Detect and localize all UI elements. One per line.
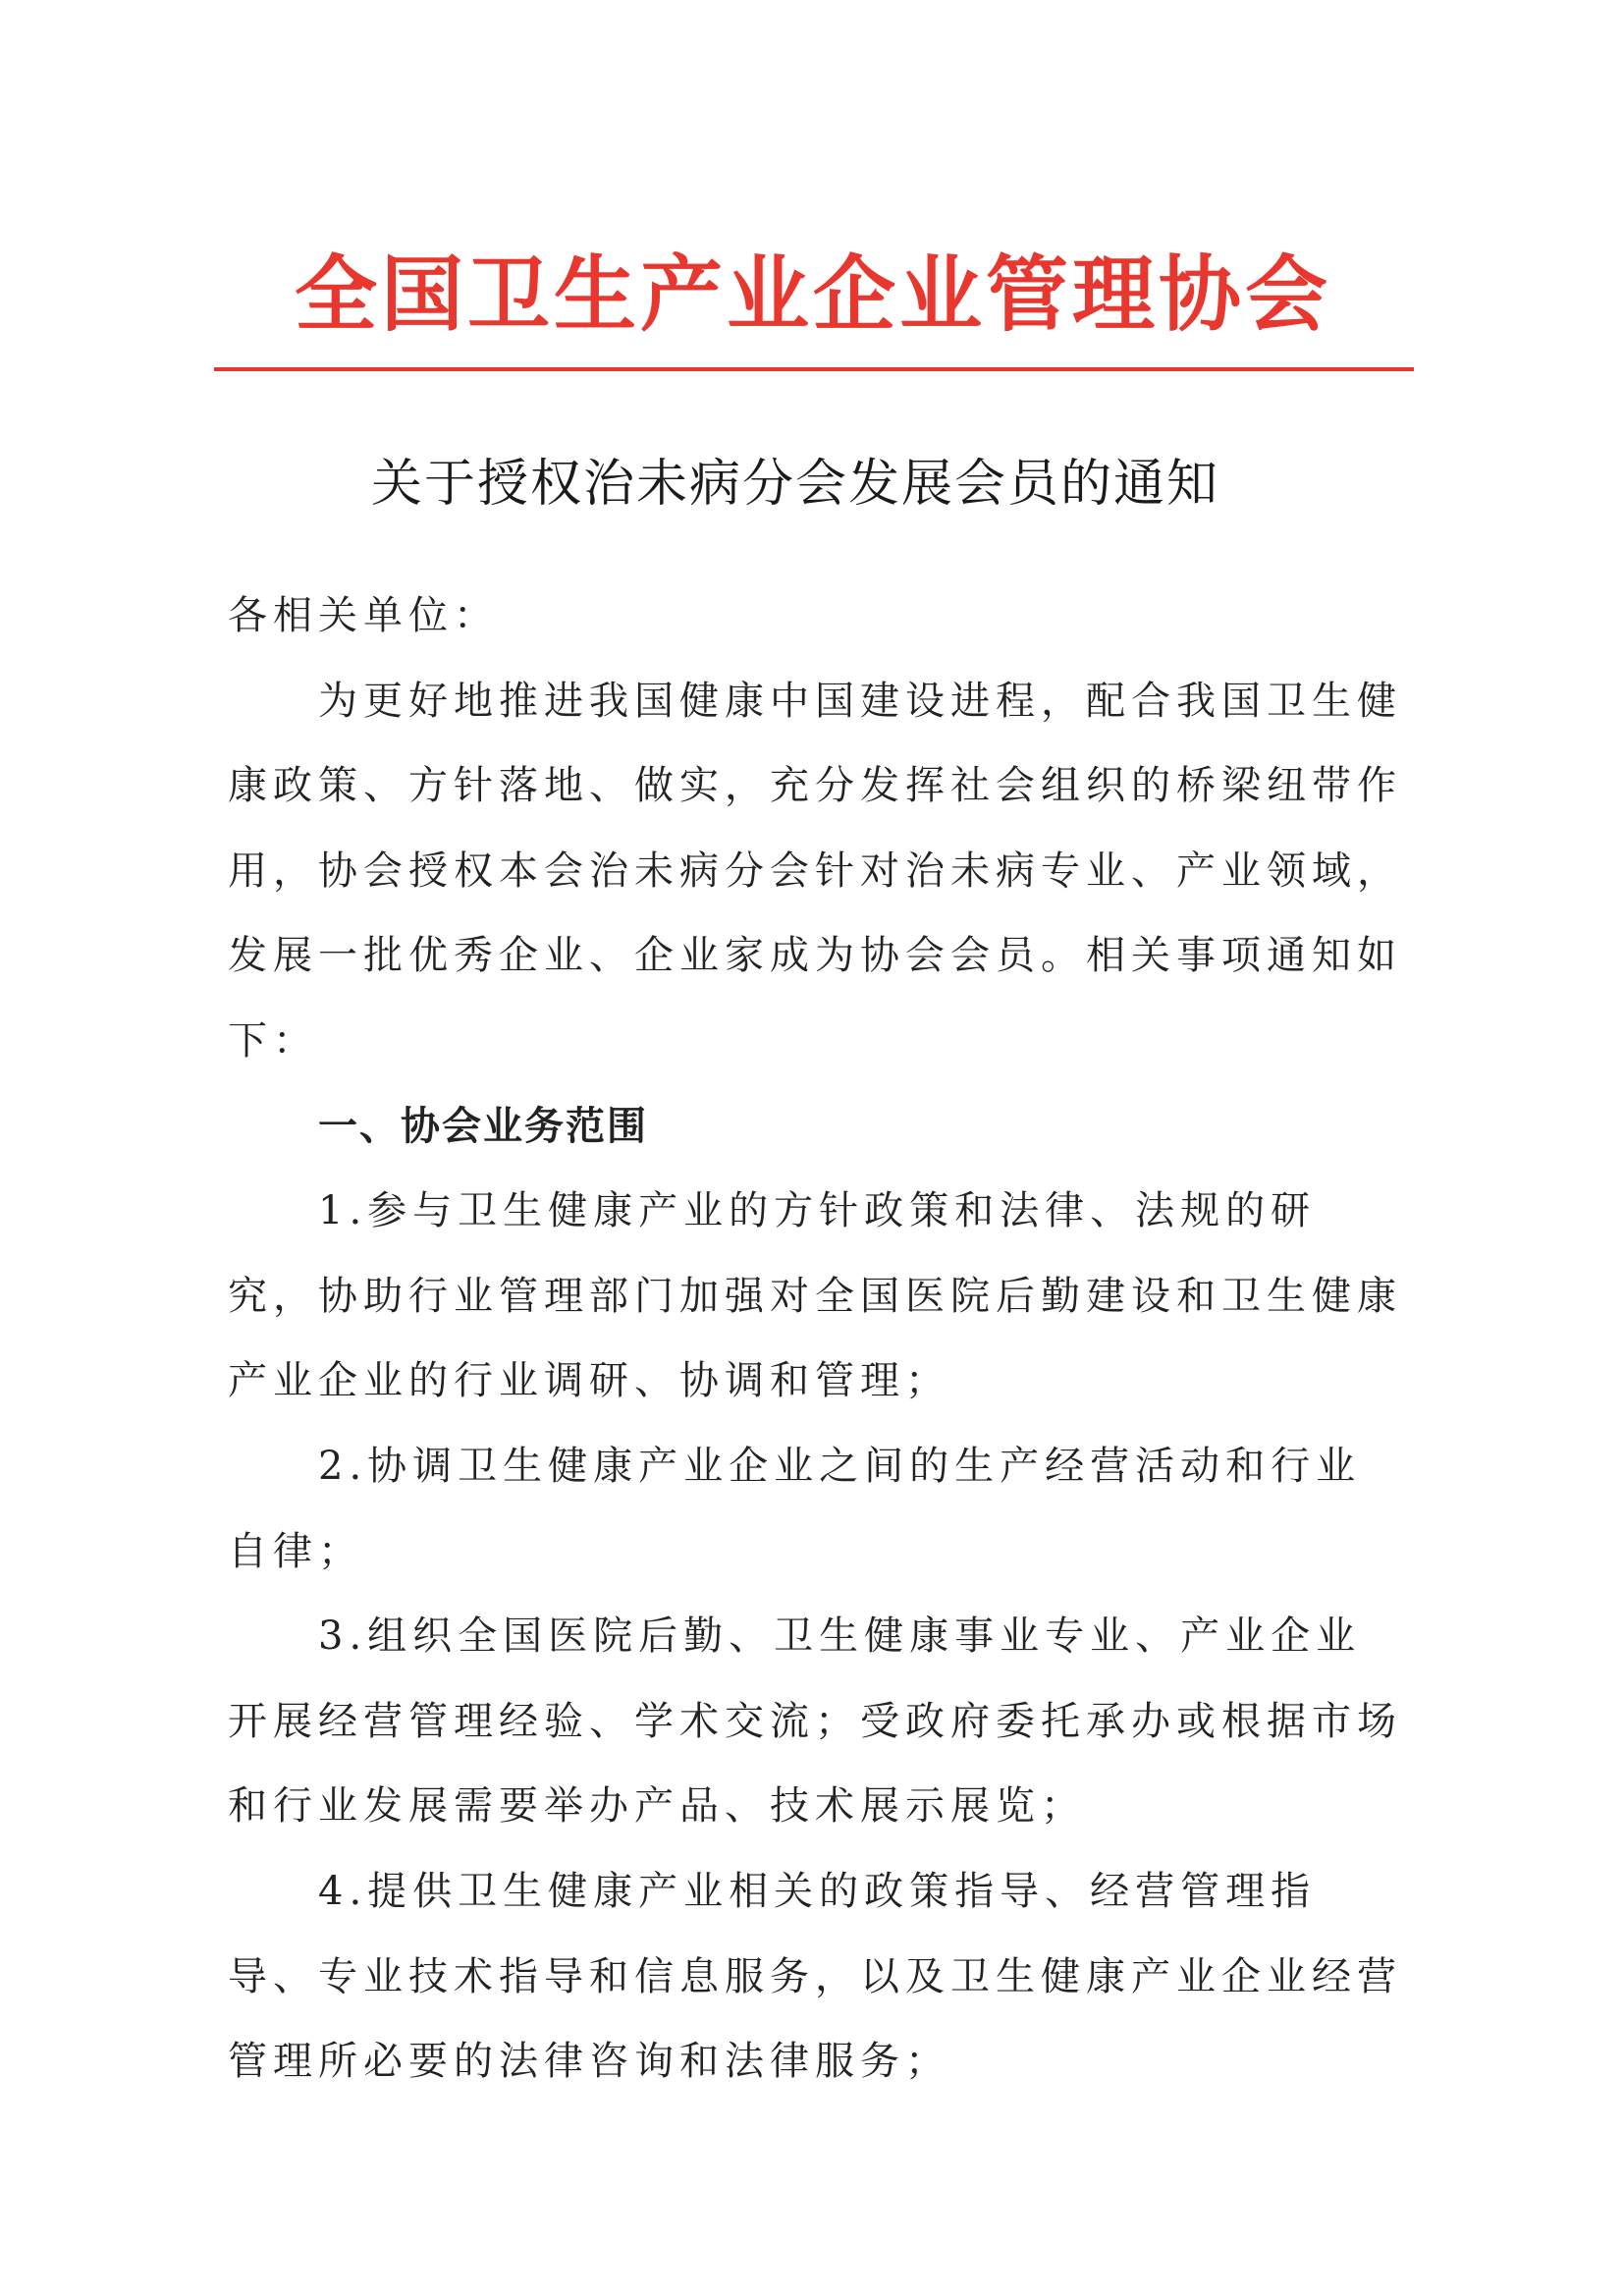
list-item: 2.协调卫生健康产业企业之间的生产经营活动和行业自律； — [228, 1443, 1362, 1574]
letterhead-organization-name: 全国卫生产业企业管理协会 — [294, 246, 1331, 343]
intro-paragraph: 为更好地推进我国健康中国建设进程，配合我国卫生健康政策、方针落地、做实，充分发挥社会组织的桥梁纽带作用，协会授权本会治未病分会针对治未病专业、产业领域，发展一批优秀企业、企业家成为协会会员。相关事项通知如下： — [228, 678, 1402, 1064]
letterhead-red-rule — [214, 367, 1414, 371]
document-body — [228, 574, 1402, 2105]
section-heading-business-scope: 一、协会业务范围 — [318, 1103, 648, 1149]
list-item: 4.提供卫生健康产业相关的政策指导、经营管理指导、专业技术指导和信息服务，以及卫生健康产业企业经营管理所必要的法律咨询和法律服务； — [228, 1868, 1402, 2085]
list-item: 1.参与卫生健康产业的方针政策和法律、法规的研究，协助行业管理部门加强对全国医院后勤建设和卫生健康产业企业的行业调研、协调和管理； — [228, 1188, 1402, 1404]
salutation: 各相关单位： — [228, 593, 499, 638]
document-title: 关于授权治未病分会发展会员的通知 — [370, 455, 1219, 514]
list-item: 3.组织全国医院后勤、卫生健康事业专业、产业企业开展经营管理经验、学术交流；受政府委托承办或根据市场和行业发展需要举办产品、技术展示展览； — [228, 1613, 1402, 1830]
